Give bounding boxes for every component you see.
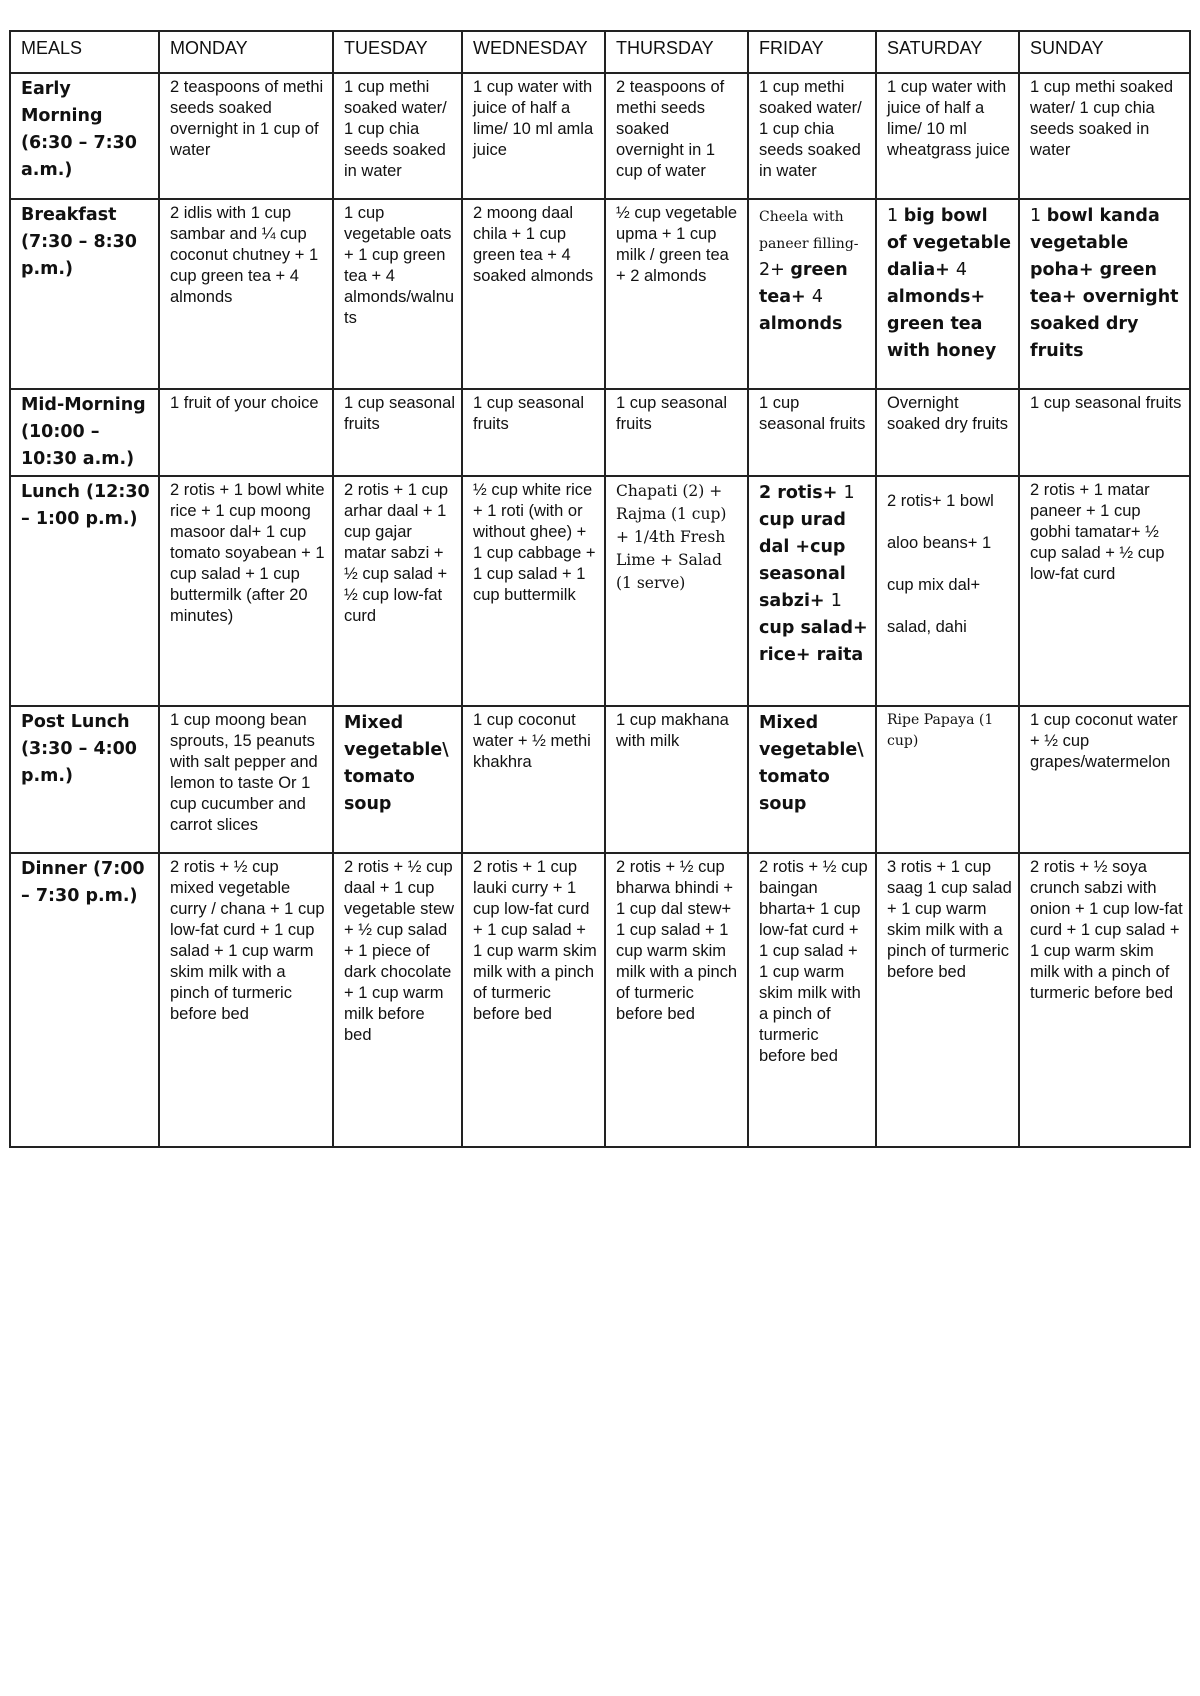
- cell-wednesday: 1 cup water with juice of half a lime/ 10 ml amla juice: [462, 73, 605, 199]
- cell-tuesday: 2 rotis + ½ cup daal + 1 cup vegetable stew + ½ cup salad + 1 piece of dark chocolate + 1 cup warm milk before bed: [333, 853, 462, 1147]
- cell-wednesday: 2 moong daal chila + 1 cup green tea + 4 soaked almonds: [462, 199, 605, 389]
- cell-text: 1: [887, 206, 904, 226]
- row-mid-morning: [10, 389, 1190, 476]
- cell-friday: [748, 706, 876, 853]
- cell-text: Mixed vegetable\ tomato soup: [759, 713, 864, 814]
- cell-sunday: [1019, 199, 1190, 389]
- cell-friday: [748, 199, 876, 389]
- row-breakfast: [10, 199, 1190, 389]
- meal-label: Lunch (12:30 – 1:00 p.m.): [10, 476, 159, 706]
- cell-saturday: 3 rotis + 1 cup saag 1 cup salad + 1 cup warm skim milk with a pinch of turmeric before bed: [876, 853, 1019, 1147]
- row-post-lunch: [10, 706, 1190, 853]
- header-tuesday: TUESDAY: [333, 31, 462, 73]
- cell-text: 1: [830, 591, 842, 611]
- cell-text: 2 rotis+: [759, 483, 844, 503]
- cell-text: 4: [955, 260, 968, 280]
- meal-label: Early Morning (6:30 – 7:30 a.m.): [10, 73, 159, 199]
- cell-saturday: [876, 199, 1019, 389]
- cell-saturday: 2 rotis+ 1 bowl aloo beans+ 1 cup mix dal+ salad, dahi: [876, 476, 1019, 706]
- cell-monday: 1 cup moong bean sprouts, 15 peanuts with salt pepper and lemon to taste Or 1 cup cucumber and carrot slices: [159, 706, 333, 853]
- cell-monday: 2 rotis + 1 bowl white rice + 1 cup moong masoor dal+ 1 cup tomato soyabean + 1 cup salad + 1 cup buttermilk (after 20 minutes): [159, 476, 333, 706]
- meal-label: Dinner (7:00 – 7:30 p.m.): [10, 853, 159, 1147]
- meal-label: Breakfast (7:30 – 8:30 p.m.): [10, 199, 159, 389]
- cell-sunday: 2 rotis + ½ soya crunch sabzi with onion + 1 cup low-fat curd + 1 cup salad + 1 cup warm skim milk with a pinch of turmeric before bed: [1019, 853, 1190, 1147]
- cell-text: Mixed vegetable\ tomato soup: [344, 713, 449, 814]
- cell-thursday: 2 rotis + ½ cup bharwa bhindi + 1 cup dal stew+ 1 cup salad + 1 cup warm skim milk with a pinch of turmeric before bed: [605, 853, 748, 1147]
- header-meals: MEALS: [10, 31, 159, 73]
- cell-thursday: Chapati (2) + Rajma (1 cup) + 1/4th Fresh Lime + Salad (1 serve): [605, 476, 748, 706]
- cell-friday: 1 cup seasonal fruits: [748, 389, 876, 476]
- cell-saturday: 1 cup water with juice of half a lime/ 10 ml wheatgrass juice: [876, 73, 1019, 199]
- header-thursday: THURSDAY: [605, 31, 748, 73]
- cell-monday: 2 teaspoons of methi seeds soaked overnight in 1 cup of water: [159, 73, 333, 199]
- header-saturday: SATURDAY: [876, 31, 1019, 73]
- header-row: [10, 31, 1190, 73]
- cell-wednesday: ½ cup white rice + 1 roti (with or without ghee) + 1 cup cabbage + 1 cup salad + 1 cup buttermilk: [462, 476, 605, 706]
- cell-thursday: 1 cup seasonal fruits: [605, 389, 748, 476]
- cell-tuesday: [333, 706, 462, 853]
- cell-sunday: 1 cup coconut water + ½ cup grapes/watermelon: [1019, 706, 1190, 853]
- cell-friday: 2 rotis + ½ cup baingan bharta+ 1 cup low-fat curd + 1 cup salad + 1 cup warm skim milk with a pinch of turmeric before bed: [748, 853, 876, 1147]
- cell-thursday: ½ cup vegetable upma + 1 cup milk / green tea + 2 almonds: [605, 199, 748, 389]
- cell-monday: 2 idlis with 1 cup sambar and ¼ cup coconut chutney + 1 cup green tea + 4 almonds: [159, 199, 333, 389]
- meal-label: Post Lunch (3:30 – 4:00 p.m.): [10, 706, 159, 853]
- row-early-morning: [10, 73, 1190, 199]
- cell-saturday: Ripe Papaya (1 cup): [876, 706, 1019, 853]
- cell-sunday: 1 cup seasonal fruits: [1019, 389, 1190, 476]
- cell-tuesday: 1 cup methi soaked water/ 1 cup chia seeds soaked in water: [333, 73, 462, 199]
- header-friday: FRIDAY: [748, 31, 876, 73]
- cell-wednesday: 2 rotis + 1 cup lauki curry + 1 cup low-fat curd + 1 cup salad + 1 cup warm skim milk with a pinch of turmeric before bed: [462, 853, 605, 1147]
- cell-text: big bowl of vegetable dalia+: [887, 206, 1011, 280]
- header-wednesday: WEDNESDAY: [462, 31, 605, 73]
- cell-text: 4: [811, 287, 823, 307]
- cell-text: 1: [843, 483, 855, 503]
- cell-tuesday: 1 cup vegetable oats + 1 cup green tea + 4 almonds/walnuts: [333, 199, 462, 389]
- cell-tuesday: 1 cup seasonal fruits: [333, 389, 462, 476]
- cell-text: 2+: [759, 260, 791, 280]
- cell-saturday: Overnight soaked dry fruits: [876, 389, 1019, 476]
- cell-text: Cheela with paneer filling-: [759, 209, 859, 252]
- cell-tuesday: 2 rotis + 1 cup arhar daal + 1 cup gajar matar sabzi + ½ cup salad + ½ cup low-fat curd: [333, 476, 462, 706]
- cell-text: cup salad+ rice+ raita: [759, 618, 868, 665]
- header-monday: MONDAY: [159, 31, 333, 73]
- cell-text: cup urad dal +cup seasonal sabzi+: [759, 510, 846, 611]
- cell-monday: 2 rotis + ½ cup mixed vegetable curry / chana + 1 cup low-fat curd + 1 cup salad + 1 cup warm skim milk with a pinch of turmeric before bed: [159, 853, 333, 1147]
- cell-friday: [748, 476, 876, 706]
- cell-sunday: 2 rotis + 1 matar paneer + 1 cup gobhi tamatar+ ½ cup salad + ½ cup low-fat curd: [1019, 476, 1190, 706]
- cell-text: bowl kanda vegetable poha+ green tea+ overnight soaked dry fruits: [1030, 206, 1179, 361]
- cell-thursday: 2 teaspoons of methi seeds soaked overnight in 1 cup of water: [605, 73, 748, 199]
- cell-wednesday: 1 cup seasonal fruits: [462, 389, 605, 476]
- cell-text: green tea+: [759, 260, 848, 307]
- row-lunch: [10, 476, 1190, 706]
- cell-wednesday: 1 cup coconut water + ½ methi khakhra: [462, 706, 605, 853]
- cell-thursday: 1 cup makhana with milk: [605, 706, 748, 853]
- cell-monday: 1 fruit of your choice: [159, 389, 333, 476]
- cell-text: 1: [1030, 206, 1047, 226]
- row-dinner: [10, 853, 1190, 1147]
- meal-plan-table: [9, 30, 1191, 1148]
- cell-sunday: 1 cup methi soaked water/ 1 cup chia seeds soaked in water: [1019, 73, 1190, 199]
- cell-text: almonds+ green tea with honey: [887, 287, 997, 361]
- cell-text: almonds: [759, 314, 843, 334]
- header-sunday: SUNDAY: [1019, 31, 1190, 73]
- meal-label: Mid-Morning (10:00 – 10:30 a.m.): [10, 389, 159, 476]
- cell-friday: 1 cup methi soaked water/ 1 cup chia seeds soaked in water: [748, 73, 876, 199]
